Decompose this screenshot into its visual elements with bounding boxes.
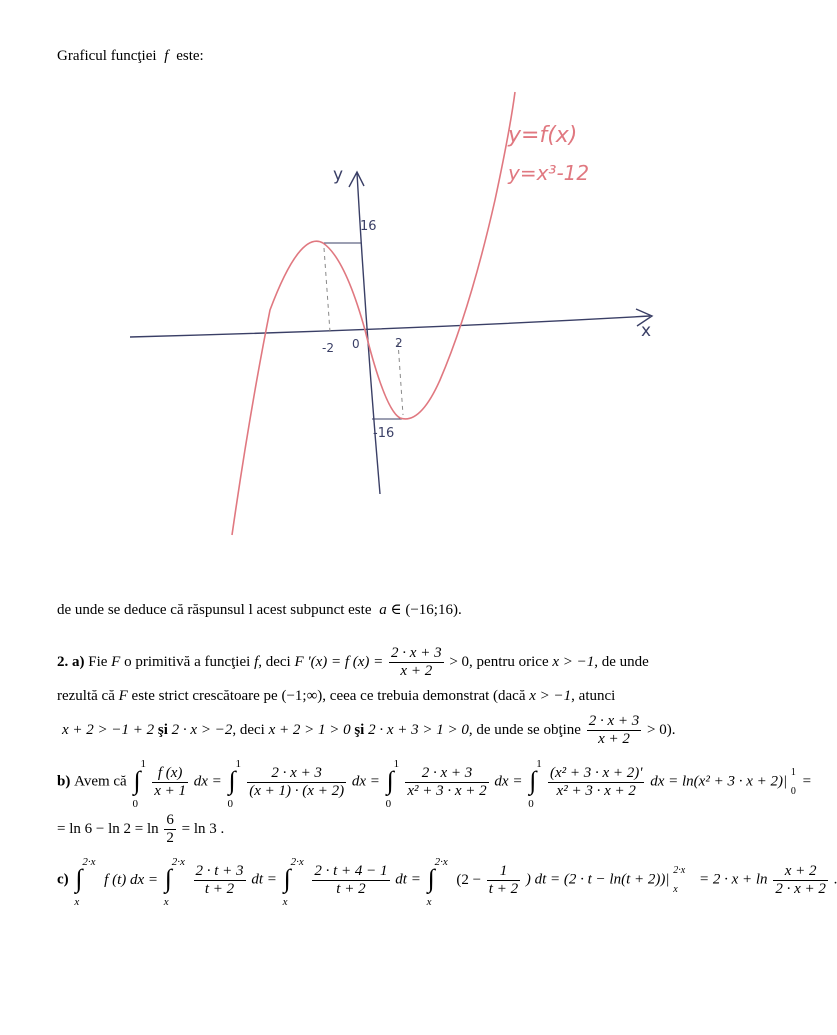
p2a-l3deci: , deci <box>232 721 265 738</box>
p2b-eval-bounds <box>791 767 799 797</box>
int2-upper: 1 <box>235 758 242 770</box>
p2b-frac62 <box>164 812 176 847</box>
p2b-dx2: dx = <box>351 773 380 790</box>
x-axis <box>130 316 650 337</box>
integral-2: ∫ 1 0 <box>227 758 242 810</box>
p2a-l2d: , atunci <box>571 688 616 704</box>
p2c-n4: x + 2 <box>773 863 828 881</box>
p2c-n3: 1 <box>487 863 520 881</box>
function-graph <box>0 80 800 580</box>
p2c-int3-lower: x <box>282 896 288 908</box>
p2a-line1 <box>57 645 649 680</box>
x-axis-label: x <box>641 321 652 341</box>
p2c-label: c) <box>57 871 69 888</box>
int3-lower: 0 <box>385 798 392 810</box>
p2c-eval-lower: x <box>673 884 678 895</box>
p2a-label: 2. a) <box>57 653 85 670</box>
y-axis-label: y <box>333 165 344 185</box>
p2b-line2a: = ln 6 − ln 2 = ln <box>57 821 159 837</box>
p2b-d1: x + 1 <box>154 782 186 799</box>
intro-f: f <box>164 48 169 64</box>
p2b-frac4 <box>548 765 645 800</box>
p2a-line3 <box>62 713 675 748</box>
p2c-dt1: dt = <box>251 871 277 888</box>
p2c-ft: f (t) dx = <box>104 871 159 888</box>
p2c-frac4 <box>773 863 828 898</box>
p2b-dx1: dx = <box>193 773 222 790</box>
intro-end: este: <box>176 48 204 64</box>
p2c-d3: t + 2 <box>488 880 519 897</box>
min-label: -16 <box>373 426 395 441</box>
guide-min-vertical <box>398 342 403 415</box>
p2a-l2c: , ceea ce trebuia demonstrat (dacă <box>322 688 526 704</box>
p2a-f: f <box>254 653 259 670</box>
p2b-d4: x² + 3 · x + 2 <box>556 782 636 799</box>
p2a-l3tail: > 0). <box>646 721 676 738</box>
p2c-int2-lower: x <box>163 896 169 908</box>
p2b-avem: Avem că <box>74 773 127 790</box>
p2a-l3e4: 2 · x + 3 > 1 > 0 <box>368 721 469 738</box>
tick-pos2-label: 2 <box>395 336 403 350</box>
integral-1: ∫ 1 0 <box>132 758 146 810</box>
p2c-d4: 2 · x + 2 <box>775 880 826 897</box>
p2c-frac2 <box>312 863 389 898</box>
p2c-int3-upper: 2·x <box>290 856 304 868</box>
p2a-l3-fraction <box>587 713 642 748</box>
intro-text: Graficul funcţiei <box>57 48 157 64</box>
p2b-n3: 2 · x + 3 <box>405 765 488 783</box>
p2a-t4: , pentru orice <box>469 653 549 670</box>
p2c-int1-upper: 2·x <box>82 856 96 868</box>
p2b-line1 <box>57 758 812 810</box>
p2a-num: 2 · x + 3 <box>391 645 442 661</box>
p2b-six: 6 <box>166 812 174 828</box>
integral-4: ∫ 1 0 <box>528 758 542 810</box>
p2c-integral-4: ∫ 2·x x <box>426 856 448 908</box>
p2a-cond: x > −1 <box>552 653 595 670</box>
origin-label: 0 <box>352 337 360 351</box>
p2a-t1: Fie <box>88 653 108 670</box>
p2a-l2a: rezultă că <box>57 688 115 704</box>
p2a-l2int: (−1;∞) <box>281 688 323 704</box>
p2c-integral-3: ∫ 2·x x <box>282 856 304 908</box>
p2a-l3e1: x + 2 > −1 + 2 <box>62 721 155 738</box>
int2-lower: 0 <box>227 798 234 810</box>
p2c-open: (2 − <box>456 871 482 888</box>
p2c-int4-upper: 2·x <box>434 856 448 868</box>
conclusion-var: a <box>379 602 387 618</box>
p2c-close: ) dt = (2 · t − ln(t + 2))| <box>525 871 670 888</box>
max-label: 16 <box>360 219 377 234</box>
p2a-line2 <box>57 688 615 705</box>
p2b-two: 2 <box>166 830 174 846</box>
tick-neg2-label: -2 <box>322 341 334 355</box>
intro-line <box>57 48 204 65</box>
p2c-integral-2: ∫ 2·x x <box>163 856 185 908</box>
p2a-l3end: , de unde se obţine <box>468 721 581 738</box>
p2c-n1: 2 · t + 3 <box>195 862 244 879</box>
p2b-line2b: = ln 3 . <box>181 821 225 837</box>
p2a-l3e3: x + 2 > 1 > 0 <box>268 721 351 738</box>
p2c-frac3 <box>487 863 520 898</box>
p2a-fraction <box>389 645 444 680</box>
p2a-lhs: F '(x) = f (x) = <box>294 653 384 670</box>
p2b-frac3 <box>405 765 488 800</box>
p2c-frac1 <box>194 863 246 898</box>
p2b-line2 <box>57 812 224 847</box>
conclusion-text: de unde se deduce că răspunsul l acest subpunct este <box>57 602 372 618</box>
p2b-frac2 <box>247 765 346 800</box>
p2a-t2: o primitivă a funcţiei <box>124 653 251 670</box>
p2a-l3den: x + 2 <box>598 731 630 747</box>
int1-upper: 1 <box>140 758 146 770</box>
p2b-eval-lower: 0 <box>790 786 796 797</box>
p2a-l2cond: x > −1 <box>529 688 572 704</box>
p2b-frac1 <box>152 765 188 800</box>
int3-upper: 1 <box>393 758 400 770</box>
int1-lower: 0 <box>132 798 138 810</box>
p2a-l2F: F <box>118 688 128 704</box>
p2b-eval-upper: 1 <box>790 767 796 778</box>
p2c-dt2: dt = <box>395 871 421 888</box>
p2a-l3si2: şi <box>354 721 365 738</box>
p2c-int1-lower: x <box>74 896 80 908</box>
p2a-l3e2: 2 · x > −2 <box>171 721 233 738</box>
p2a-l3num: 2 · x + 3 <box>588 713 640 729</box>
p2c-end: . <box>833 871 837 888</box>
p2a-t5: , de unde <box>594 653 649 670</box>
caption-fx: y=f(x) <box>508 123 578 148</box>
p2a-gt0: > 0 <box>449 653 470 670</box>
p2b-d3: x² + 3 · x + 2 <box>407 782 487 799</box>
p2b-res: dx = ln(x² + 3 · x + 2)| <box>650 773 788 790</box>
p2a-den: x + 2 <box>400 663 433 679</box>
p2b-n2: 2 · x + 3 <box>247 765 346 783</box>
p2c-d2: t + 2 <box>336 880 366 897</box>
p2a-t3: , deci <box>258 653 291 670</box>
function-curve <box>232 92 515 535</box>
conclusion-interval: ∈ (−16;16). <box>390 602 462 618</box>
conclusion-line <box>57 600 462 619</box>
p2b-n4: (x² + 3 · x + 2)' <box>549 764 643 781</box>
p2b-n1: f (x) <box>152 765 188 783</box>
int4-upper: 1 <box>536 758 542 770</box>
p2c-d1: t + 2 <box>204 880 235 897</box>
p2b-d2: (x + 1) · (x + 2) <box>249 782 345 799</box>
p2c-line <box>57 856 837 908</box>
p2b-label: b) <box>57 773 71 790</box>
p2c-eval-bounds <box>673 865 695 895</box>
p2c-n2: 2 · t + 4 − 1 <box>314 862 388 879</box>
int4-lower: 0 <box>528 798 534 810</box>
p2c-int4-lower: x <box>426 896 432 908</box>
p2c-eval-upper: 2·x <box>673 865 686 876</box>
guide-max-vertical <box>324 248 330 332</box>
p2c-integral-1: ∫ 2·x x <box>74 856 96 908</box>
integral-3: ∫ 1 0 <box>385 758 400 810</box>
p2a-l3si1: şi <box>157 721 168 738</box>
p2c-int2-upper: 2·x <box>171 856 185 868</box>
p2c-res: = 2 · x + ln <box>698 871 768 888</box>
caption-formula: y=x³-12 <box>508 161 590 185</box>
p2a-F: F <box>111 653 121 670</box>
y-axis-arrow <box>349 172 364 187</box>
p2a-l2b: este strict crescătoare pe <box>131 688 278 704</box>
p2b-eq: = <box>802 773 812 790</box>
p2b-dx3: dx = <box>494 773 523 790</box>
